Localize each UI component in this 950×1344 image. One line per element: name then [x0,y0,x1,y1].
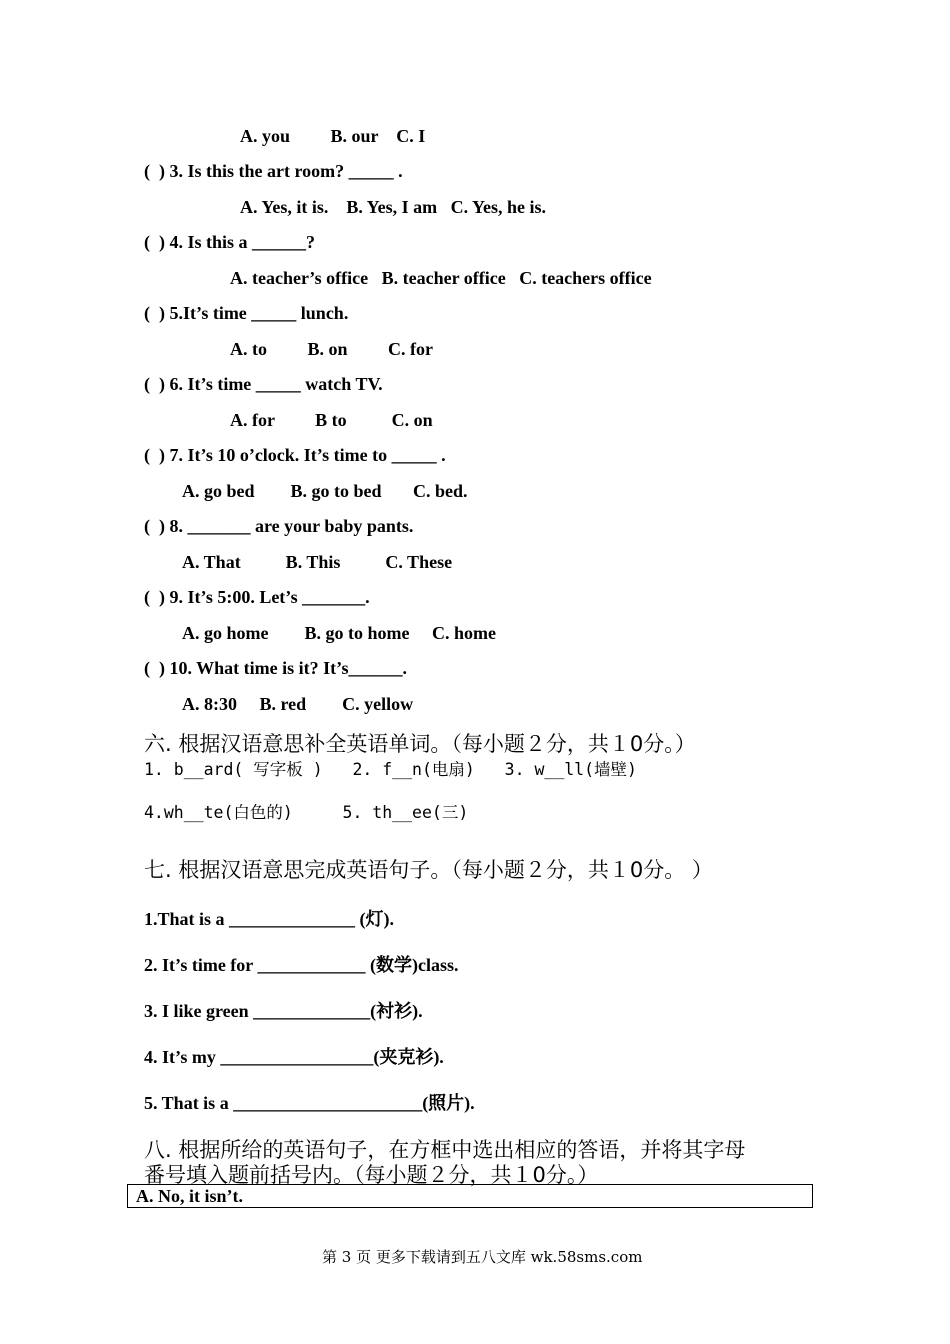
q3-options: A. Yes, it is. B. Yes, I am C. Yes, he is. [240,197,546,217]
question-8: ( ) 8. _______ are your baby pants. [144,516,414,536]
section-7-item-2: 2. It’s time for ____________ (数学)class. [144,955,459,975]
section-8-title-line-2: 番号填入题前括号内。（每小题２分，共１0分。） [144,1163,599,1187]
q4-options: A. teacher’s office B. teacher office C. teachers office [230,268,652,288]
section-6-title: 六. 根据汉语意思补全英语单词。（每小题２分，共１0分。） [144,732,696,756]
section-6-line-2: 4.wh__te(白色的) 5. th__ee(三) [144,803,469,822]
page-footer: 第 3 页 更多下载请到五八文库 wk.58sms.com [322,1248,643,1266]
question-10: ( ) 10. What time is it? It’s______. [144,658,407,678]
question-7: ( ) 7. It’s 10 o’clock. It’s time to _____ . [144,445,446,465]
section-7-item-3: 3. I like green _____________(衬衫). [144,1001,423,1021]
section-7-item-1: 1.That is a ______________ (灯). [144,909,395,929]
q7-options: A. go bed B. go to bed C. bed. [182,481,468,501]
question-5: ( ) 5.It’s time _____ lunch. [144,303,349,323]
section-7-item-5: 5. That is a _____________________(照片). [144,1093,475,1113]
question-3: ( ) 3. Is this the art room? _____ . [144,161,403,181]
section-7-item-4: 4. It’s my _________________(夹克衫). [144,1047,444,1067]
answer-box [127,1184,813,1208]
question-9: ( ) 9. It’s 5:00. Let’s _______. [144,587,370,607]
q5-options: A. to B. on C. for [230,339,433,359]
q6-options: A. for B to C. on [230,410,433,430]
question-6: ( ) 6. It’s time _____ watch TV. [144,374,383,394]
section-7-title: 七. 根据汉语意思完成英语句子。（每小题２分，共１0分。 ） [144,858,713,882]
question-4: ( ) 4. Is this a ______? [144,232,316,252]
q2-options: A. you B. our C. I [240,126,426,146]
section-8-title-line-1: 八. 根据所给的英语句子，在方框中选出相应的答语，并将其字母 [144,1138,746,1162]
section-6-line-1: 1. b__ard( 写字板 ) 2. f__n(电扇) 3. w__ll(墙壁) [144,760,637,779]
answer-option-a: A. No, it isn’t. [136,1186,243,1206]
q10-options: A. 8:30 B. red C. yellow [182,694,414,714]
q9-options: A. go home B. go to home C. home [182,623,496,643]
q8-options: A. That B. This C. These [182,552,453,572]
